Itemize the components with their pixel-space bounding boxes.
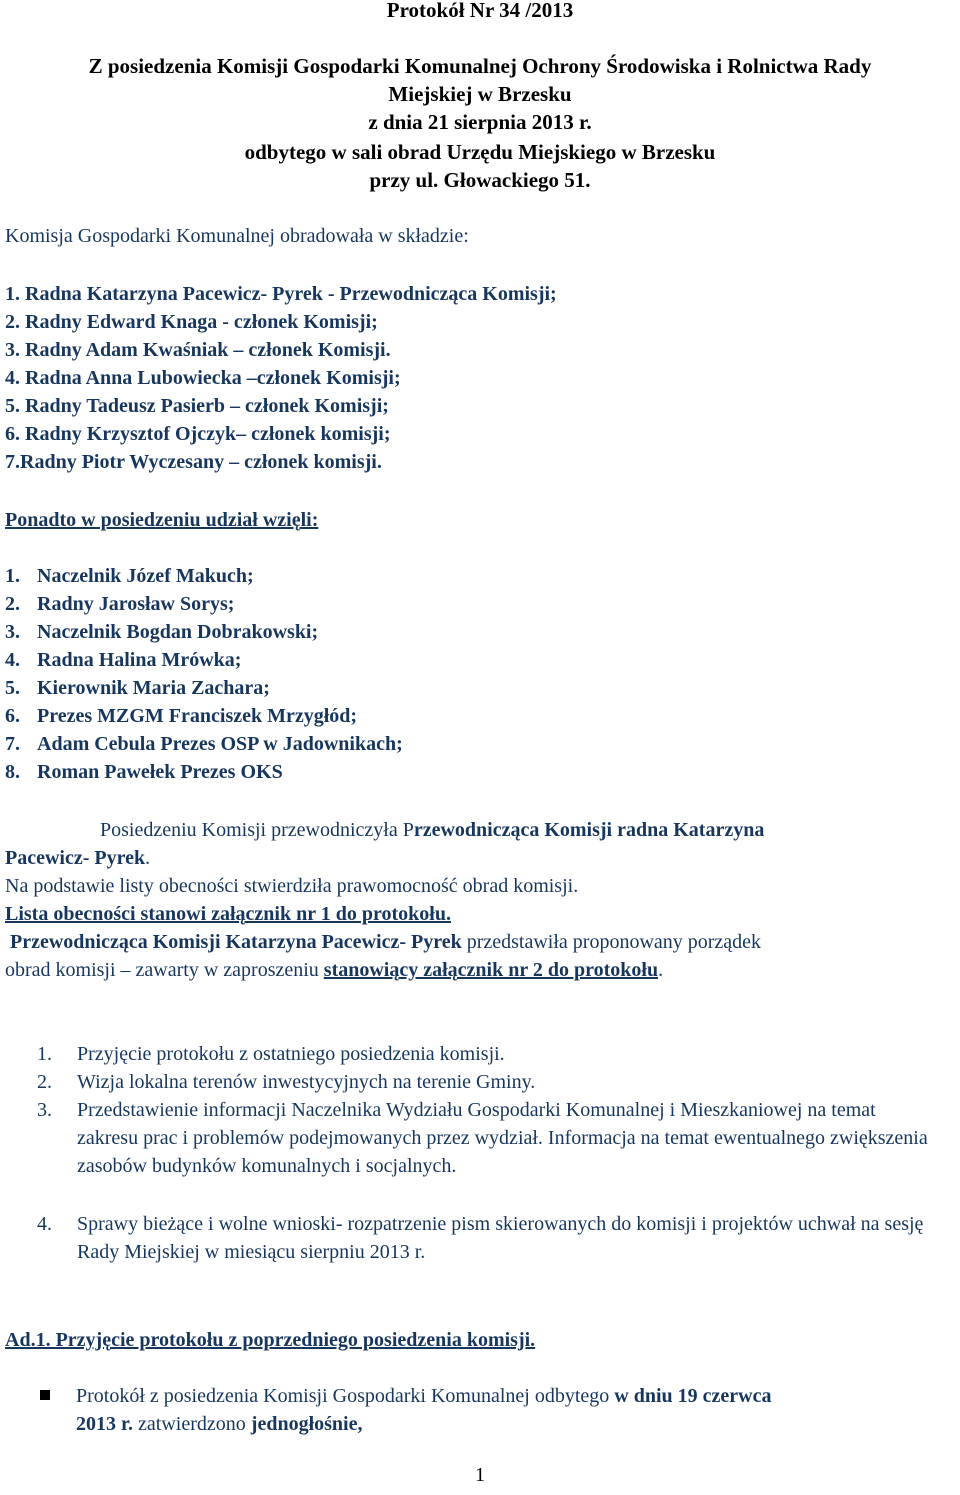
agenda-text: Wizja lokalna terenów inwestycyjnych na terenie Gminy. — [77, 1071, 536, 1093]
agenda-intro-line-1 — [10, 928, 761, 956]
guest-text: Roman Pawełek Prezes OKS — [37, 761, 283, 783]
agenda-intro-c: obrad komisji – zawarty w zaproszeniu — [5, 959, 324, 981]
guest-1 — [5, 562, 254, 590]
chair-line-1 — [100, 816, 764, 844]
guest-5 — [5, 674, 270, 702]
section-1-heading: Ad.1. Przyjęcie protokołu z poprzedniego posiedzenia komisji. — [5, 1329, 536, 1351]
guest-num: 3. — [5, 621, 20, 643]
agenda-intro-e: . — [658, 959, 664, 981]
agenda-num: 4. — [37, 1213, 52, 1235]
guest-8 — [5, 758, 283, 786]
agenda-num: 3. — [37, 1099, 52, 1121]
guest-num: 4. — [5, 649, 20, 671]
section-1-bullet-line-2 — [76, 1410, 362, 1438]
chair-text-b: rzewodnicząca Komisji radna Katarzyna — [413, 819, 765, 841]
bullet-text-b: w dniu 19 czerwca — [614, 1385, 772, 1407]
chair-line-2 — [5, 844, 150, 872]
guest-4 — [5, 646, 242, 674]
member-4: 4. Radna Anna Lubowiecka –członek Komisji; — [5, 367, 401, 389]
agenda-text: Przyjęcie protokołu z ostatniego posiedzenia komisji. — [77, 1043, 505, 1065]
guest-text: Kierownik Maria Zachara; — [37, 677, 270, 699]
chair-text-a: Posiedzeniu Komisji przewodniczyła P — [100, 819, 414, 841]
square-bullet-icon — [40, 1390, 50, 1400]
page-number: 1 — [475, 1464, 485, 1486]
guest-num: 5. — [5, 677, 20, 699]
guest-text: Naczelnik Józef Makuch; — [37, 565, 254, 587]
header-line-2: Miejskiej w Brzesku — [388, 82, 572, 106]
agenda-intro-d: stanowiący załącznik nr 2 do protokołu — [323, 959, 659, 981]
bullet-text-d: zatwierdzono — [133, 1413, 251, 1435]
section-1-bullet-line-1 — [76, 1382, 771, 1410]
agenda-num: 2. — [37, 1071, 52, 1093]
attendance-line: Lista obecności stanowi załącznik nr 1 do protokołu. — [5, 903, 451, 925]
bullet-text-c: 2013 r. — [76, 1413, 134, 1435]
agenda-intro-a: Przewodnicząca Komisji Katarzyna Pacewicz- Pyrek — [10, 931, 462, 953]
agenda-text: Sprawy bieżące i wolne wnioski- rozpatrzenie pism skierowanych do komisji i projektów uchwał na sesję Rady Miejskiej w miesiącu sierpniu 2013 r. — [77, 1213, 924, 1263]
bullet-text-a: Protokół z posiedzenia Komisji Gospodarki Komunalnej odbytego — [76, 1385, 615, 1407]
guest-7 — [5, 730, 403, 758]
guest-num: 7. — [5, 733, 20, 755]
member-5: 5. Radny Tadeusz Pasierb – członek Komisji; — [5, 395, 389, 417]
chair-text-c: Pacewicz- Pyrek — [5, 847, 146, 869]
guests-intro: Ponadto w posiedzeniu udział wzięli: — [5, 509, 319, 531]
header-line-1: Z posiedzenia Komisji Gospodarki Komunalnej Ochrony Środowiska i Rolnictwa Rady — [88, 54, 872, 78]
header-line-4: odbytego w sali obrad Urzędu Miejskiego w Brzesku — [244, 140, 716, 164]
guest-num: 8. — [5, 761, 20, 783]
header-line-3: z dnia 21 sierpnia 2013 r. — [368, 110, 592, 134]
guest-text: Radny Jarosław Sorys; — [37, 593, 235, 615]
guest-num: 6. — [5, 705, 20, 727]
member-7: 7.Radny Piotr Wyczesany – członek komisji. — [5, 451, 382, 473]
document-title: Protokół Nr 34 /2013 — [386, 0, 574, 22]
agenda-intro-b: przedstawiła proponowany porządek — [461, 931, 762, 953]
guest-text: Prezes MZGM Franciszek Mrzygłód; — [37, 705, 358, 727]
member-2: 2. Radny Edward Knaga - członek Komisji; — [5, 311, 378, 333]
member-6: 6. Radny Krzysztof Ojczyk– członek komisji; — [5, 423, 391, 445]
member-3: 3. Radny Adam Kwaśniak – członek Komisji. — [5, 339, 391, 361]
quorum-line: Na podstawie listy obecności stwierdziła prawomocność obrad komisji. — [5, 875, 579, 897]
agenda-intro-line-2 — [5, 956, 663, 984]
header-line-5: przy ul. Głowackiego 51. — [369, 168, 591, 192]
agenda-text: Przedstawienie informacji Naczelnika Wydziału Gospodarki Komunalnej i Mieszkaniowej na temat zakresu prac i problemów podejmowanych przez wydział. Informacja na temat ewentualnego zwiększenia zasobów budynków komunalnych i socjalnych. — [77, 1099, 928, 1177]
agenda-num: 1. — [37, 1043, 52, 1065]
composition-intro: Komisja Gospodarki Komunalnej obradowała w składzie: — [5, 225, 469, 247]
guest-text: Radna Halina Mrówka; — [37, 649, 242, 671]
guest-3 — [5, 618, 319, 646]
guest-2 — [5, 590, 235, 618]
guest-6 — [5, 702, 358, 730]
bullet-text-e: jednogłośnie, — [250, 1413, 363, 1435]
guest-num: 1. — [5, 565, 20, 587]
member-1: 1. Radna Katarzyna Pacewicz- Pyrek - Przewodnicząca Komisji; — [5, 283, 557, 305]
guest-num: 2. — [5, 593, 20, 615]
guest-text: Adam Cebula Prezes OSP w Jadownikach; — [37, 733, 403, 755]
chair-text-d: . — [145, 847, 151, 869]
guest-text: Naczelnik Bogdan Dobrakowski; — [37, 621, 319, 643]
